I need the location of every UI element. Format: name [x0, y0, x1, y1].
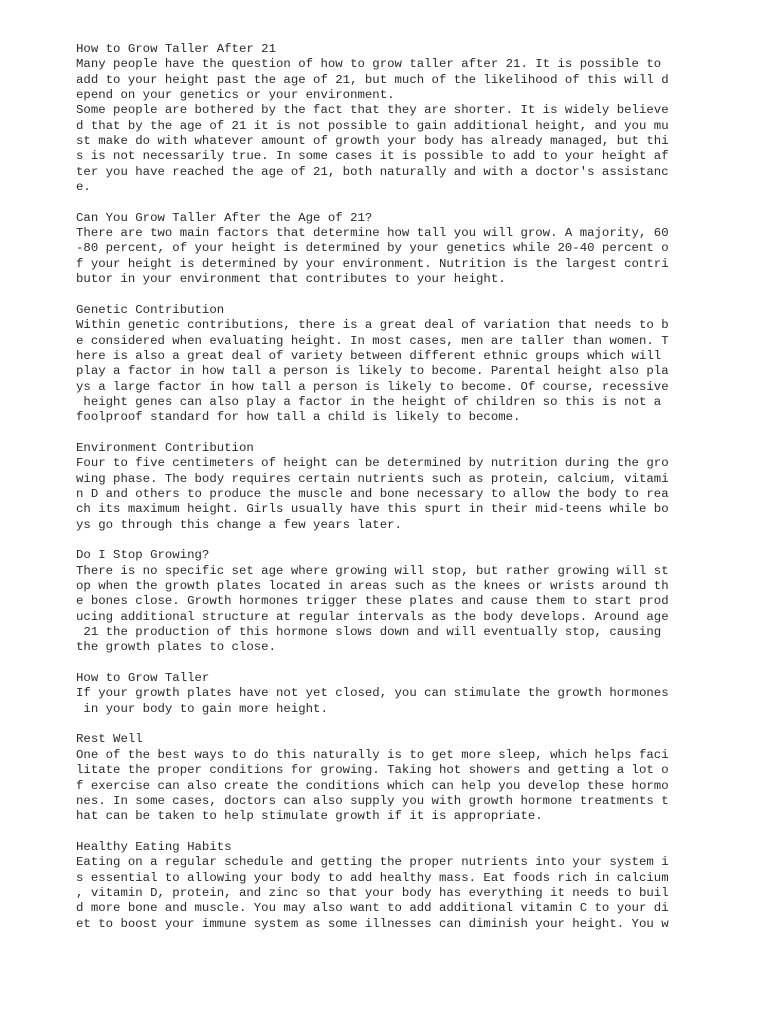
text-line: d that by the age of 21 it is not possible to gain additional height, and you mu — [76, 118, 669, 133]
paragraph-gap — [76, 288, 696, 303]
section-heading: Do I Stop Growing? — [76, 548, 210, 563]
text-line: Within genetic contributions, there is a great deal of variation that needs to b — [76, 318, 669, 333]
text-line: the growth plates to close. — [76, 640, 277, 655]
text-line: -80 percent, of your height is determined by your genetics while 20-40 percent o — [76, 241, 669, 256]
document-section — [76, 303, 696, 426]
text-line: Some people are bothered by the fact that they are shorter. It is widely believe — [76, 103, 669, 118]
paragraph-gap — [76, 533, 696, 548]
text-line: 21 the production of this hormone slows down and will eventually stop, causing — [76, 625, 662, 640]
text-line: ter you have reached the age of 21, both naturally and with a doctor's assistanc — [76, 164, 669, 179]
text-line: n D and others to produce the muscle and bone necessary to allow the body to rea — [76, 486, 669, 501]
text-line: e considered when evaluating height. In most cases, men are taller than women. T — [76, 333, 669, 348]
text-line: d more bone and muscle. You may also want to add additional vitamin C to your di — [76, 901, 669, 916]
paragraph-gap — [76, 825, 696, 840]
text-line: e bones close. Growth hormones trigger these plates and cause them to start prod — [76, 594, 669, 609]
paragraph-gap — [76, 195, 696, 210]
text-line: f your height is determined by your environment. Nutrition is the largest contri — [76, 256, 669, 271]
text-line: s essential to allowing your body to add healthy mass. Eat foods rich in calcium — [76, 870, 669, 885]
document-section — [76, 42, 696, 195]
document-section — [76, 671, 696, 717]
text-line: et to boost your immune system as some illnesses can diminish your height. You w — [76, 916, 669, 931]
section-heading: Rest Well — [76, 732, 143, 747]
text-line: epend on your genetics or your environment. — [76, 88, 395, 103]
text-line: play a factor in how tall a person is likely to become. Parental height also pla — [76, 364, 669, 379]
paragraph-gap — [76, 717, 696, 732]
document-section — [76, 548, 696, 655]
text-line: litate the proper conditions for growing. Taking hot showers and getting a lot o — [76, 763, 669, 778]
text-line: If your growth plates have not yet closed, you can stimulate the growth hormones — [76, 686, 669, 701]
text-line: nes. In some cases, doctors can also supply you with growth hormone treatments t — [76, 793, 669, 808]
text-line: st make do with whatever amount of growth your body has already managed, but thi — [76, 134, 669, 149]
text-line: foolproof standard for how tall a child is likely to become. — [76, 410, 521, 425]
text-line: Eating on a regular schedule and getting the proper nutrients into your system i — [76, 855, 669, 870]
section-heading: Environment Contribution — [76, 440, 254, 455]
document-section — [76, 441, 696, 533]
text-line: here is also a great deal of variety between different ethnic groups which will — [76, 348, 662, 363]
paragraph-gap — [76, 656, 696, 671]
section-heading: Genetic Contribution — [76, 302, 225, 317]
text-line: ucing additional structure at regular intervals as the body develops. Around age — [76, 609, 669, 624]
text-line: add to your height past the age of 21, but much of the likelihood of this will d — [76, 72, 669, 87]
text-line: There are two main factors that determine how tall you will grow. A majority, 60 — [76, 226, 669, 241]
text-line: wing phase. The body requires certain nutrients such as protein, calcium, vitami — [76, 471, 669, 486]
text-line: ys go through this change a few years later. — [76, 517, 402, 532]
text-line: in your body to gain more height. — [76, 701, 328, 716]
text-line: One of the best ways to do this naturally is to get more sleep, which helps faci — [76, 747, 669, 762]
text-line: height genes can also play a factor in the height of children so this is not a — [76, 394, 662, 409]
section-heading: Can You Grow Taller After the Age of 21? — [76, 210, 373, 225]
text-line: There is no specific set age where growing will stop, but rather growing will st — [76, 563, 669, 578]
text-line: Four to five centimeters of height can be determined by nutrition during the gro — [76, 456, 669, 471]
document-section — [76, 211, 696, 288]
text-line: , vitamin D, protein, and zinc so that your body has everything it needs to buil — [76, 885, 669, 900]
document-text — [76, 42, 696, 932]
section-heading: Healthy Eating Habits — [76, 839, 232, 854]
section-heading: How to Grow Taller — [76, 671, 210, 686]
text-line: op when the growth plates located in areas such as the knees or wrists around th — [76, 579, 669, 594]
text-line: ch its maximum height. Girls usually have this spurt in their mid-teens while bo — [76, 502, 669, 517]
text-line: e. — [76, 180, 91, 195]
text-line: Many people have the question of how to grow taller after 21. It is possible to — [76, 57, 662, 72]
document-section — [76, 840, 696, 932]
text-line: f exercise can also create the conditions which can help you develop these hormo — [76, 778, 669, 793]
text-line: s is not necessarily true. In some cases it is possible to add to your height af — [76, 149, 669, 164]
text-line: hat can be taken to help stimulate growth if it is appropriate. — [76, 809, 543, 824]
paragraph-gap — [76, 426, 696, 441]
section-heading: How to Grow Taller After 21 — [76, 42, 277, 56]
text-line: ys a large factor in how tall a person is likely to become. Of course, recessive — [76, 379, 669, 394]
document-section — [76, 732, 696, 824]
text-line: butor in your environment that contributes to your height. — [76, 272, 506, 287]
